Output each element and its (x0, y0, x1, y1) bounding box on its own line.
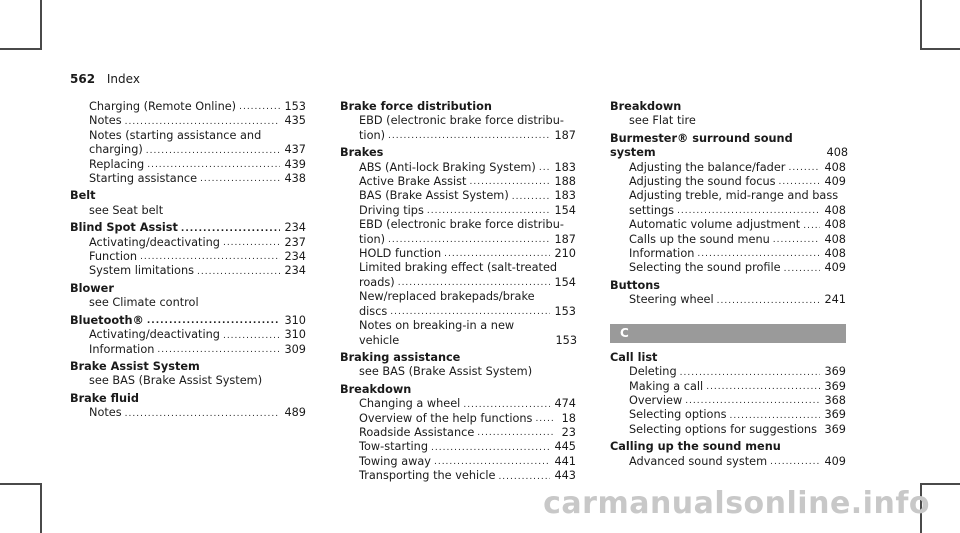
index-subentry (340, 129, 576, 143)
entry-text: discs (359, 304, 388, 318)
leader-dots (147, 317, 281, 325)
entry-text: Bluetooth® (70, 313, 144, 327)
entry-text: Driving tips (359, 203, 424, 217)
entry-text: Breakdown (340, 382, 412, 396)
entry-text: see BAS (Brake Assist System) (89, 374, 263, 388)
page-reference: 154 (554, 275, 576, 289)
page-reference: 188 (554, 175, 576, 189)
entry-text: Brakes (340, 146, 384, 160)
entry-text: Deleting (629, 365, 677, 379)
index-subentry (340, 440, 576, 454)
entry-text: EBD (electronic brake force distribu- (359, 218, 564, 232)
index-subentry (340, 218, 576, 232)
page-reference: 18 (561, 411, 576, 425)
leader-dots (685, 397, 820, 405)
entry-text: Burmester® surround sound system (610, 131, 797, 160)
leader-dots (803, 222, 820, 230)
leader-dots (157, 346, 280, 354)
leader-dots (390, 308, 550, 316)
page-reference: 409 (824, 175, 846, 189)
leader-dots (717, 297, 821, 305)
crop-mark (920, 0, 922, 50)
page-reference: 435 (284, 114, 306, 128)
leader-dots (125, 410, 281, 418)
index-subentry (70, 250, 306, 264)
entry-text: Activating/deactivating (89, 235, 220, 249)
entry-text: see Flat tire (629, 114, 696, 128)
page-reference: 310 (284, 328, 306, 342)
leader-dots (697, 250, 820, 258)
entry-text: Adjusting treble, mid-range and bass (629, 189, 839, 203)
crop-mark (0, 48, 42, 50)
entry-text: Notes (89, 114, 122, 128)
index-subentry (340, 189, 576, 203)
leader-dots (125, 118, 281, 126)
page-reference: 23 (561, 425, 576, 439)
crop-mark (920, 483, 960, 485)
entry-text: Buttons (610, 278, 660, 292)
index-heading (70, 392, 306, 406)
index-heading (610, 351, 846, 365)
leader-dots (434, 458, 550, 466)
index-subentry (70, 129, 306, 143)
leader-dots (147, 161, 280, 169)
leader-dots (181, 225, 281, 233)
entry-text: Calling up the sound menu (610, 440, 781, 454)
entry-text: charging) (89, 143, 143, 157)
index-subentry (610, 394, 846, 408)
page-reference: 369 (824, 422, 846, 436)
entry-text: BAS (Brake Assist System) (359, 189, 509, 203)
entry-text: tion) (359, 232, 386, 246)
leader-dots (444, 250, 550, 258)
leader-dots (140, 253, 280, 261)
watermark: carmanualsonline.info (543, 486, 930, 521)
page-reference: 187 (554, 232, 576, 246)
page-reference: 153 (555, 333, 578, 347)
leader-dots (477, 429, 554, 437)
page-reference: 241 (824, 293, 846, 307)
page-header (70, 72, 140, 86)
index-subentry (340, 204, 576, 218)
leader-dots (431, 444, 550, 452)
page-reference: 210 (554, 247, 576, 261)
index-subentry (610, 423, 846, 437)
entry-text: settings (629, 203, 675, 217)
entry-text: see BAS (Brake Assist System) (359, 365, 533, 379)
page-number: 562 (70, 72, 96, 86)
page-reference: 187 (554, 128, 576, 142)
entry-text: Blower (70, 281, 114, 295)
index-subentry (340, 161, 576, 175)
page-reference: 234 (284, 264, 306, 278)
leader-dots (779, 178, 821, 186)
index-subentry (340, 247, 576, 261)
entry-text: see Seat belt (89, 203, 164, 217)
leader-dots (680, 369, 821, 377)
entry-text: Changing a wheel (359, 397, 461, 411)
index-subentry (340, 469, 576, 483)
index-see-reference (70, 204, 306, 218)
index-subentry (340, 276, 576, 290)
index-subentry (610, 380, 846, 394)
index-subentry (70, 158, 306, 172)
index-subentry (70, 172, 306, 186)
entry-text: Tow-starting (359, 440, 428, 454)
leader-dots (223, 239, 280, 247)
crop-mark (40, 483, 42, 533)
index-subentry (610, 233, 846, 247)
index-subentry (340, 114, 576, 128)
entry-text: Selecting options (629, 408, 727, 422)
index-heading (340, 383, 576, 397)
page-reference: 234 (284, 250, 306, 264)
index-subentry (340, 397, 576, 411)
page-reference: 310 (284, 313, 306, 327)
index-subentry (610, 218, 846, 232)
index-subentry (340, 412, 576, 426)
entry-text: Brake fluid (70, 391, 139, 405)
entry-text: Selecting the sound profile (629, 261, 781, 275)
index-subentry (340, 319, 576, 348)
entry-text: Activating/deactivating (89, 328, 220, 342)
entry-text: Braking assistance (340, 350, 461, 364)
page-reference: 408 (826, 146, 849, 160)
leader-dots (146, 147, 281, 155)
entry-text: Adjusting the balance/fader (629, 160, 786, 174)
index-heading (610, 131, 849, 161)
page-reference: 408 (824, 203, 846, 217)
entry-text: Steering wheel (629, 293, 714, 307)
leader-dots (200, 175, 280, 183)
leader-dots (388, 236, 550, 244)
index-subentry (610, 175, 846, 189)
index-subentry (610, 455, 846, 469)
index-see-reference (610, 114, 846, 128)
page-reference: 369 (824, 379, 846, 393)
entry-text: Information (629, 247, 695, 261)
page-reference: 408 (824, 218, 846, 232)
entry-text: Roadside Assistance (359, 425, 475, 439)
page-reference: 437 (284, 143, 306, 157)
index-subentry (610, 247, 846, 261)
index-subentry (70, 100, 306, 114)
index-see-reference (340, 365, 576, 379)
index-see-reference (70, 374, 306, 388)
entry-text: Overview of the help functions (359, 411, 533, 425)
leader-dots (470, 178, 551, 186)
index-subentry (70, 236, 306, 250)
leader-dots (197, 268, 280, 276)
index-subentry (70, 264, 306, 278)
entry-text: tion) (359, 128, 386, 142)
leader-dots (706, 383, 820, 391)
index-subentry (610, 189, 846, 203)
index-heading (70, 314, 306, 328)
leader-dots (788, 164, 820, 172)
entry-text: roads) (359, 275, 395, 289)
leader-dots (677, 207, 820, 215)
entry-text: Adjusting the sound focus (629, 175, 776, 189)
entry-text: Breakdown (610, 100, 682, 113)
entry-text: Brake force distribution (340, 100, 492, 113)
leader-dots (239, 103, 280, 111)
entry-text: Limited braking effect (salt-treated (359, 261, 558, 275)
index-heading (610, 440, 846, 454)
leader-dots (770, 458, 820, 466)
entry-text: Notes (89, 406, 122, 420)
leader-dots (512, 193, 551, 201)
index-heading (610, 100, 846, 114)
leader-dots (498, 473, 550, 481)
leader-dots (388, 132, 550, 140)
entry-text: Overview (629, 393, 683, 407)
page-reference: 443 (554, 469, 576, 483)
index-heading (340, 351, 576, 365)
page-reference: 408 (824, 160, 846, 174)
entry-text: Brake Assist System (70, 359, 200, 373)
index-subentry (340, 290, 576, 304)
page-reference: 408 (824, 232, 846, 246)
index-subentry (610, 261, 846, 275)
index-heading (340, 146, 576, 160)
section-title: Index (106, 72, 140, 86)
page-reference: 153 (284, 100, 306, 113)
leader-dots (773, 236, 821, 244)
leader-dots (539, 164, 551, 172)
leader-dots (463, 401, 550, 409)
page-reference: 438 (284, 172, 306, 186)
entry-text: Automatic volume adjustment (629, 218, 801, 232)
entry-text: Active Brake Assist (359, 175, 467, 189)
entry-text: Advanced sound system (629, 454, 768, 468)
entry-text: Charging (Remote Online) (89, 100, 237, 113)
entry-text: System limitations (89, 264, 195, 278)
index-heading (70, 221, 306, 235)
index-subentry (70, 343, 306, 357)
page-reference: 368 (824, 393, 846, 407)
entry-text: ABS (Anti-lock Braking System) (359, 160, 536, 174)
page-reference: 489 (284, 406, 306, 420)
index-subentry (610, 365, 846, 379)
index-subentry (610, 204, 846, 218)
page-reference: 183 (554, 189, 576, 203)
page-reference: 409 (824, 261, 846, 275)
index-see-reference (70, 296, 306, 310)
page-reference: 439 (284, 157, 306, 171)
page-reference: 234 (284, 221, 306, 235)
index-subentry (610, 408, 846, 422)
index-column-1 (70, 100, 306, 421)
entry-text: HOLD function (359, 247, 442, 261)
index-subentry (340, 261, 576, 275)
index-letter-bar: C (610, 324, 846, 343)
page-reference: 441 (554, 454, 576, 468)
entry-text: Function (89, 250, 138, 264)
page-reference: 369 (824, 408, 846, 422)
index-subentry (340, 426, 576, 440)
index-subentry (610, 293, 846, 307)
entry-text: Starting assistance (89, 172, 198, 186)
page-reference: 309 (284, 342, 306, 356)
leader-dots (223, 332, 280, 340)
index-column-3 (610, 100, 849, 469)
index-heading (340, 100, 576, 114)
index-subentry (70, 406, 306, 420)
entry-text: Notes on breaking-in a new vehicle (359, 319, 518, 347)
leader-dots (730, 412, 821, 420)
index-heading (70, 282, 306, 296)
crop-mark (40, 0, 42, 50)
index-subentry (610, 161, 846, 175)
entry-text: Selecting options for suggestions (629, 422, 817, 436)
page-reference: 369 (824, 365, 846, 379)
page-reference: 183 (554, 160, 576, 174)
entry-text: New/replaced brakepads/brake (359, 290, 535, 304)
entry-text: Call list (610, 350, 658, 364)
entry-text: Belt (70, 189, 96, 203)
index-subentry (340, 175, 576, 189)
leader-dots (398, 279, 551, 287)
index-subentry (70, 114, 306, 128)
index-subentry (70, 328, 306, 342)
page-reference: 408 (824, 247, 846, 261)
entry-text: Replacing (89, 157, 145, 171)
leader-dots (535, 415, 554, 423)
entry-text: EBD (electronic brake force distribu- (359, 114, 564, 128)
entry-text: Transporting the vehicle (359, 469, 496, 483)
crop-mark (0, 483, 42, 485)
index-heading (610, 279, 846, 293)
leader-dots (427, 207, 551, 215)
index-heading (70, 189, 306, 203)
entry-text: Blind Spot Assist (70, 221, 178, 235)
index-subentry (340, 455, 576, 469)
entry-text: see Climate control (89, 296, 199, 310)
entry-text: Information (89, 342, 155, 356)
index-subentry (340, 305, 576, 319)
index-column-2 (340, 100, 576, 484)
index-subentry (70, 143, 306, 157)
leader-dots (784, 265, 821, 273)
page-reference: 237 (284, 235, 306, 249)
entry-text: Towing away (359, 454, 431, 468)
index-subentry (340, 233, 576, 247)
page-reference: 153 (554, 304, 576, 318)
entry-text: Making a call (629, 379, 704, 393)
crop-mark (920, 48, 960, 50)
page-reference: 474 (554, 397, 576, 411)
entry-text: Notes (starting assistance and (89, 128, 262, 142)
page-reference: 445 (554, 440, 576, 454)
entry-text: Calls up the sound menu (629, 232, 770, 246)
page-reference: 154 (554, 203, 576, 217)
index-heading (70, 360, 306, 374)
page-reference: 409 (824, 454, 846, 468)
